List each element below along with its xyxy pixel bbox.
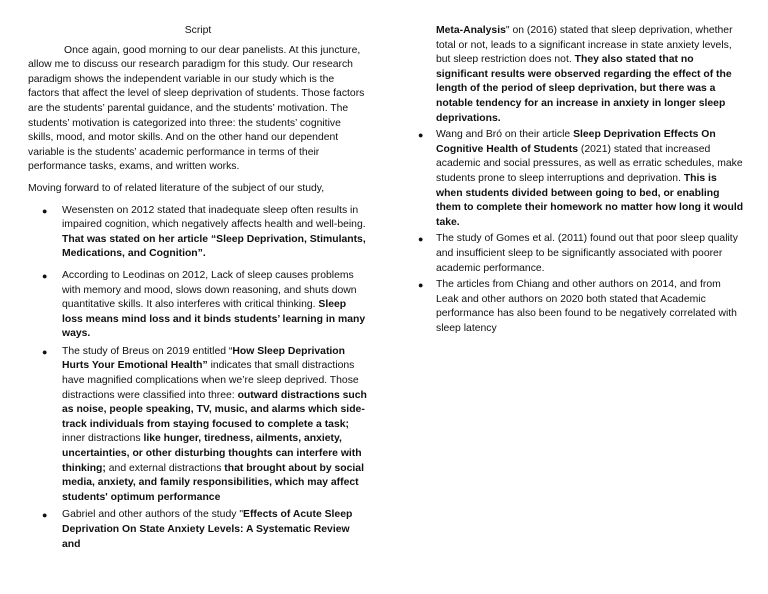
list-item: ● According to Leodinas on 2012, Lack of sleep causes problems with memory and mood, slows down reasoning, and shuts down quantitative skills. It also interferes with critical thinking. Sleep loss means mind loss and it binds students’ learning in many ways. (42, 269, 366, 340)
list-item: ● Wesensten on 2012 stated that inadequate sleep often results in impaired cognition, which negatively affects health and well-being. That was stated on her article “Sleep Deprivation, Stimulants, Medications, and Cognition”. (42, 204, 366, 260)
page-title: Script (184, 25, 212, 36)
list-item: ● The study of Gomes et al. (2011) found out that poor sleep quality and insufficient sleep to be significantly associated with poorer academic performance. (418, 233, 738, 274)
transition-paragraph: Moving forward to of related literature of the subject of our study, (28, 182, 325, 194)
list-item: ● Wang and Bró on their article Sleep Deprivation Effects On Cognitive Health of Students (2021) stated that increased academic and social pressures, as well as erratic schedules, make students prone to sleep interruptions and deprivation. This is when students divided between going to bed, or enabling them to complete their homework no matter how long it would take. (418, 129, 744, 228)
list-item: ● Gabriel and other authors of the study "Effects of Acute Sleep Deprivation On State Anxiety Levels: A Systematic Review and (42, 509, 353, 550)
bullet-icon: ● (42, 205, 48, 216)
right-column (418, 24, 746, 338)
bullet-icon: ● (418, 280, 424, 291)
continued-item-text: Meta-Analysis" on (2016) stated that sleep deprivation, whether total or not, leads to a significant increase in state anxiety levels, but sleep restriction does not. They also stated that no significant results were observed regarding the effect of the length of the period of sleep deprivation, but there was a notable tendency for an increase in anxiety in longer sleep deprivations. (436, 25, 733, 124)
list-item: ● The study of Breus on 2019 entitled “How Sleep Deprivation Hurts Your Emotional Health” indicates that small distractions have magnified complications when we’re sleep deprived. Those distractions were classified into three: outward distractions such as noise, people speaking, TV, music, and alarms which side-track individuals from staying focused to complete a task; inner distractions like hunger, tiredness, ailments, anxiety, uncertainties, or other disturbing thoughts can interfere with thinking; and external distractions that brought about by social media, anxiety, and family responsibilities, which may affect students' optimum performance (42, 345, 367, 503)
literature-list-continued (418, 128, 746, 336)
bullet-icon: ● (418, 130, 424, 141)
bullet-icon: ● (42, 510, 48, 521)
literature-list (28, 204, 368, 553)
list-item: ● The articles from Chiang and other authors on 2014, and from Leak and other authors on 2020 both stated that Academic performance has also been found to be negatively correlated with sleep latency (418, 279, 737, 334)
bullet-icon: ● (42, 346, 48, 357)
left-column (28, 24, 368, 555)
bullet-icon: ● (42, 270, 48, 281)
intro-paragraph: Once again, good morning to our dear panelists. At this juncture, allow me to discuss our research paradigm for this study. Our research paradigm shows the independent variable in our study which is the factors that affect the level of sleep deprivation of students. Those factors are the students’ parental guidance, and the students’ motivation. The students’ motivation is categorized into three: the students’ cognitive skills, mood, and motor skills. And on the other hand our dependent variable is the students’ academic performance in terms of their performance tasks, exams, and written works. (28, 44, 365, 173)
bullet-icon: ● (418, 234, 424, 245)
